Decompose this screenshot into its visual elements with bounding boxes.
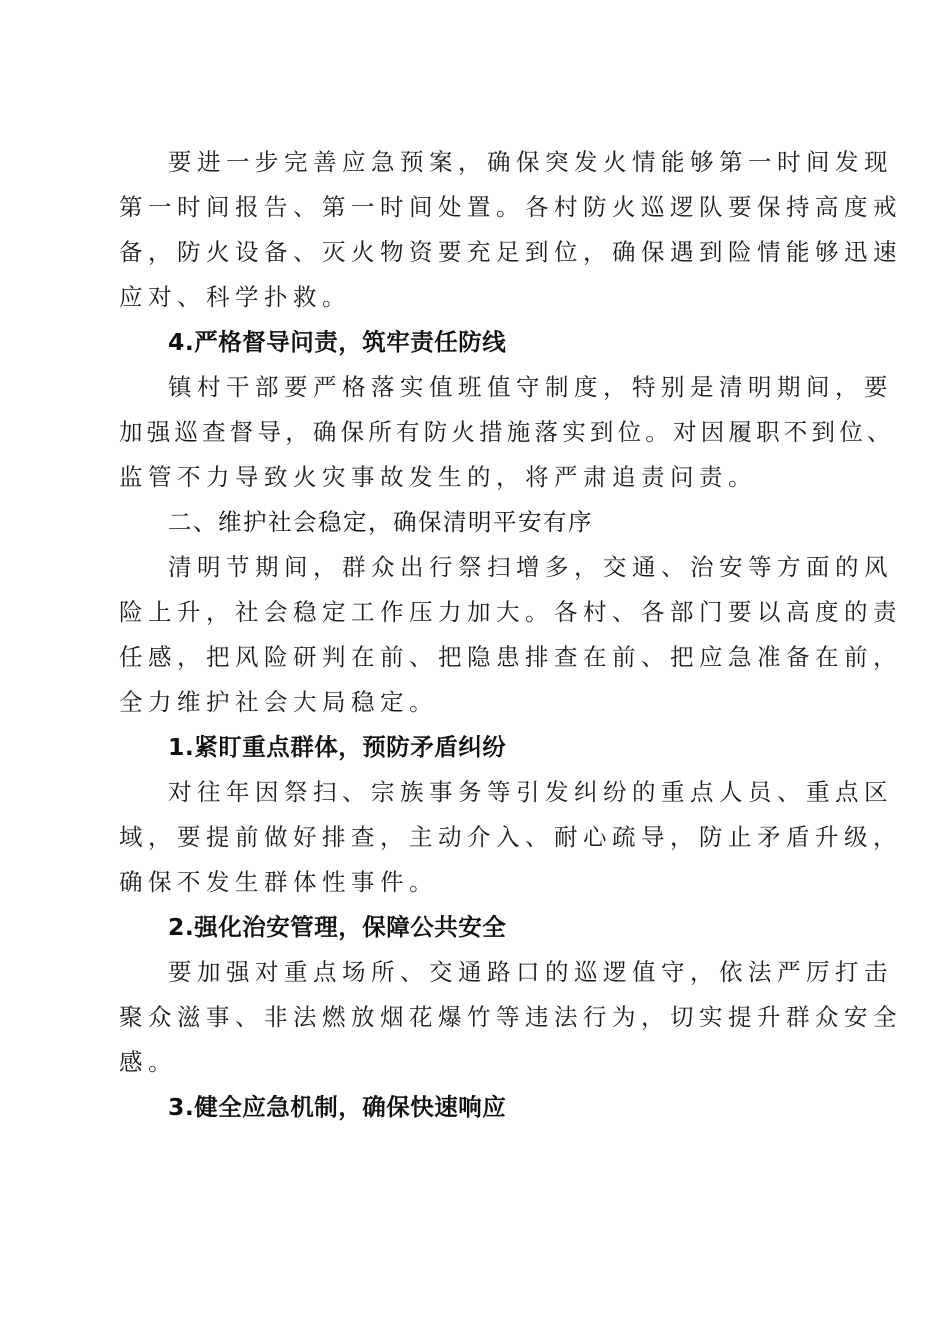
subheading-1: 1.紧盯重点群体，预防矛盾纠纷 <box>168 733 507 761</box>
subheading-2: 2.强化治安管理，保障公共安全 <box>168 913 507 941</box>
paragraph-4-line-3: 确保不发生群体性事件。 <box>119 868 438 896</box>
paragraph-3-line-3: 任感，把风险研判在前、把隐患排查在前、把应急准备在前， <box>119 643 902 671</box>
paragraph-5-line-3: 感。 <box>119 1048 177 1076</box>
paragraph-5-line-2: 聚众滋事、非法燃放烟花爆竹等违法行为，切实提升群众安全 <box>119 1003 902 1031</box>
paragraph-1-line-4: 应对、科学扑救。 <box>119 283 351 311</box>
paragraph-2-line-2: 加强巡查督导，确保所有防火措施落实到位。对因履职不到位、 <box>119 418 895 446</box>
paragraph-4-line-2: 域，要提前做好排查，主动介入、耐心疏导，防止矛盾升级， <box>119 823 902 851</box>
paragraph-1-line-1: 要进一步完善应急预案，确保突发火情能够第一时间发现 <box>168 148 893 176</box>
subheading-4: 4.严格督导问责，筑牢责任防线 <box>168 328 507 356</box>
paragraph-1-line-2: 第一时间报告、第一时间处置。各村防火巡逻队要保持高度戒 <box>119 193 902 221</box>
paragraph-4-line-1: 对往年因祭扫、宗族事务等引发纠纷的重点人员、重点区 <box>168 778 893 806</box>
paragraph-3-line-1: 清明节期间，群众出行祭扫增多，交通、治安等方面的风 <box>168 553 893 581</box>
subheading-3: 3.健全应急机制，确保快速响应 <box>168 1093 507 1121</box>
paragraph-2-line-1: 镇村干部要严格落实值班值守制度，特别是清明期间，要 <box>168 373 893 401</box>
paragraph-3-line-2: 险上升，社会稳定工作压力加大。各村、各部门要以高度的责 <box>119 598 902 626</box>
paragraph-5-line-1: 要加强对重点场所、交通路口的巡逻值守，依法严厉打击 <box>168 958 893 986</box>
paragraph-1-line-3: 备，防火设备、灭火物资要充足到位，确保遇到险情能够迅速 <box>119 238 902 266</box>
paragraph-3-line-4: 全力维护社会大局稳定。 <box>119 688 438 716</box>
paragraph-2-line-3: 监管不力导致火灾事故发生的，将严肃追责问责。 <box>119 463 757 491</box>
section-2-heading: 二、维护社会稳定，确保清明平安有序 <box>168 508 593 536</box>
